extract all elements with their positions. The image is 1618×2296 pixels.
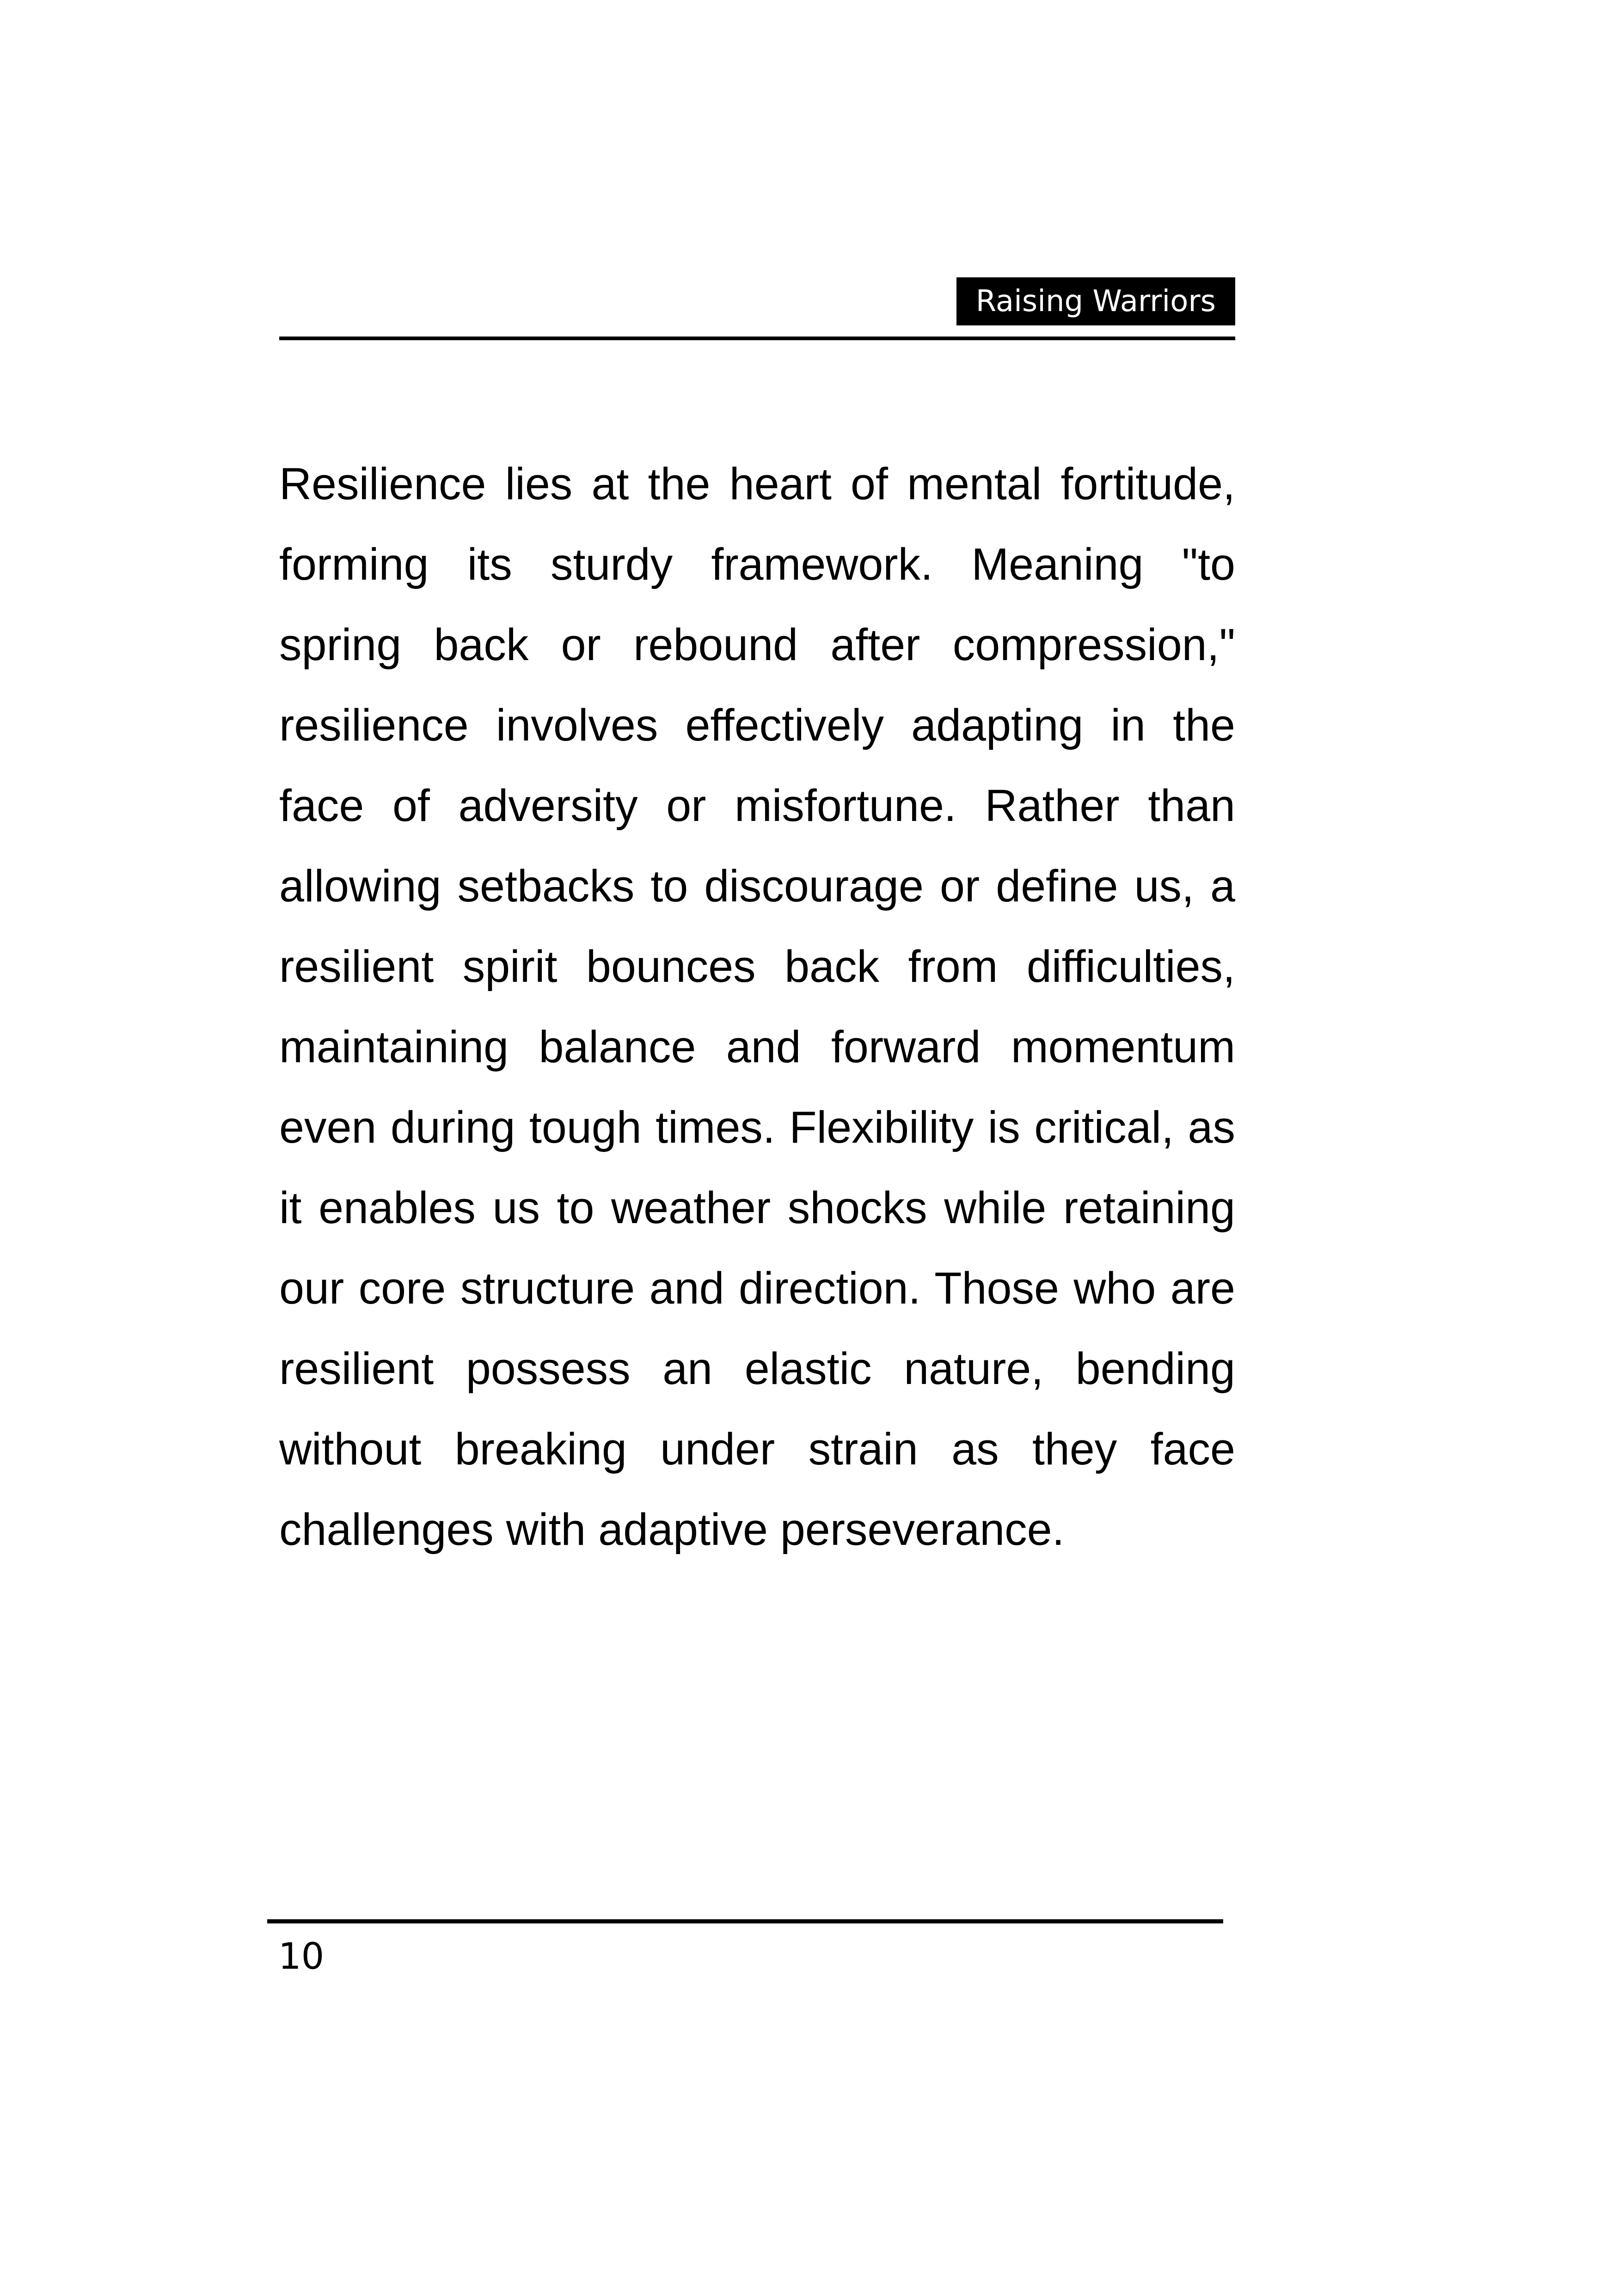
page-number: 10 — [278, 1936, 325, 1978]
header-rule — [279, 337, 1235, 340]
running-header — [279, 277, 1235, 340]
running-header-title: Raising Warriors — [956, 277, 1235, 325]
footer-rule — [267, 1919, 1223, 1923]
body-paragraph: Resilience lies at the heart of mental fortitude, forming its sturdy framework. Meaning "to spring back or rebound after compression," resilience involves effectively adapting in the face of adversity or misfortune. Rather than allowing setbacks to discourage or define us, a resilient spirit bounces back from difficulties, maintaining balance and forward momentum even during tough times. Flexibility is critical, as it enables us to weather shocks while retaining our core structure and direction. Those who are resilient possess an elastic nature, bending without breaking under strain as they face challenges with adaptive perseverance. — [279, 459, 1235, 1555]
